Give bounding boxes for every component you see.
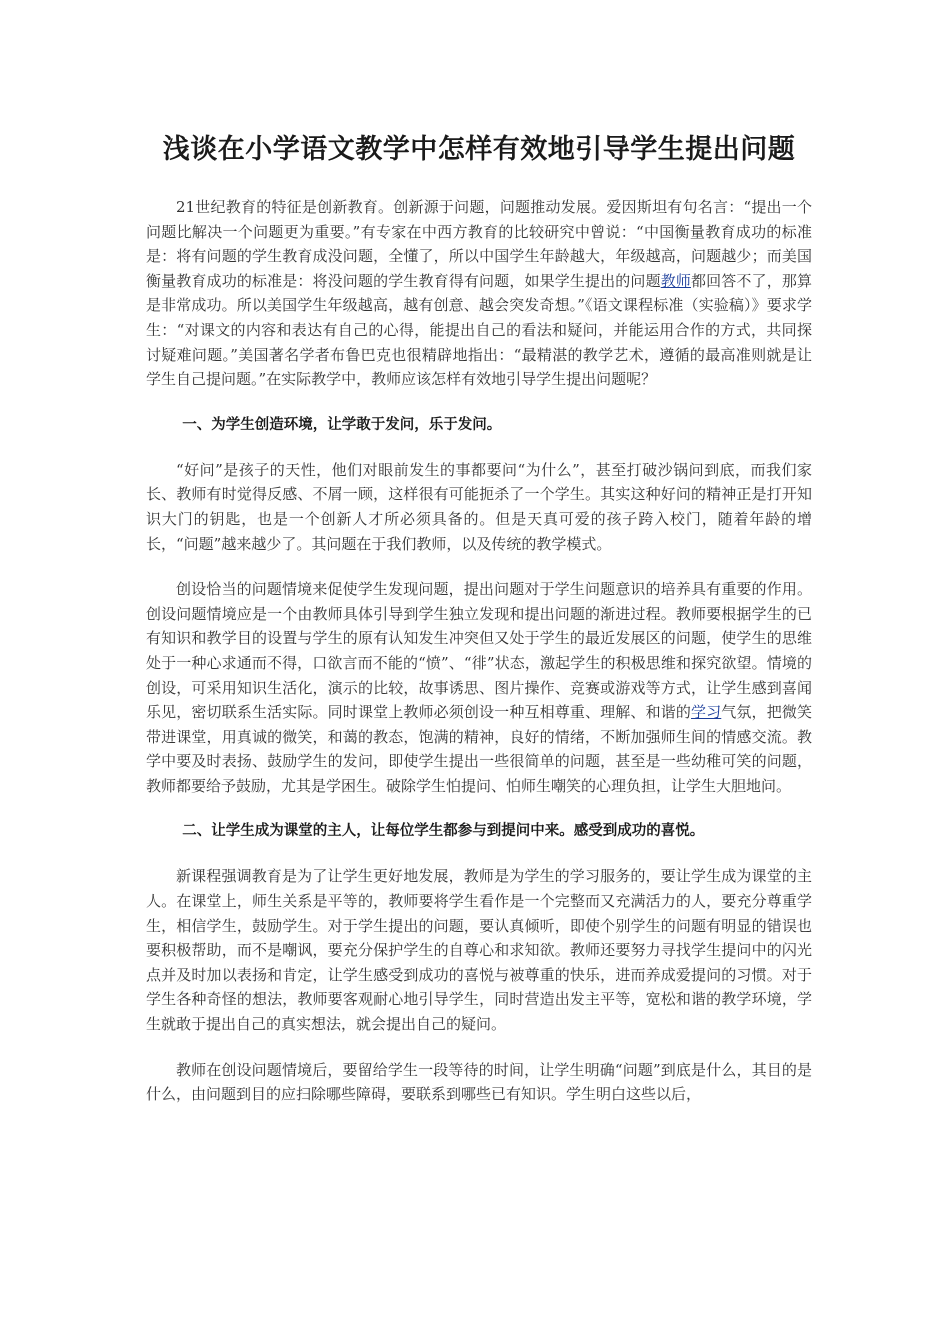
paragraph-text: 气氛，把微笑带进课堂，用真诚的微笑，和蔼的教态，饱满的精神，良好的情绪，不断加强师生间的情感交流。教学中要及时表扬、鼓励学生的发问，即使学生提出一些很简单的问题，甚至是一些幼稚可笑的问题，教师都要给予鼓励，尤其是学困生。破除学生怕提问、怕师生嘲笑的心理负担，让学生大胆地问。 — [146, 703, 812, 795]
paragraph-problem-situation — [146, 577, 812, 798]
spacer — [146, 172, 812, 195]
paragraph-waiting-time: 教师在创设问题情境后，要留给学生一段等待的时间，让学生明确“问题”到底是什么，其目的是什么，由问题到目的应扫除哪些障碍，要联系到哪些已有知识。学生明白这些以后， — [146, 1060, 812, 1104]
section-heading-1: 一、为学生创造环境，让学敢于发问，乐于发问。 — [182, 416, 502, 433]
paragraph-intro — [146, 195, 812, 392]
section-heading-2: 二、让学生成为课堂的主人，让每位学生都参与到提问中来。感受到成功的喜悦。 — [182, 823, 705, 840]
document-page — [146, 128, 812, 1107]
spacer — [146, 1037, 812, 1058]
paragraph-classroom-master: 新课程强调教育是为了让学生更好地发展，教师是为学生的学习服务的，要让学生成为课堂的主人。在课堂上，师生关系是平等的，教师要将学生看作是一个完整而又充满活力的人，要充分尊重学生，相信学生，鼓励学生。对于学生提出的问题，要认真倾听，即使个别学生的问题有明显的错误也要积极帮助，而不是嘲讽，要充分保护学生的自尊心和求知欲。教师还要努力寻找学生提问中的闪光点并及时加以表扬和肯定，让学生感受到成功的喜悦与被尊重的快乐，进而养成爱提问的习惯。对于学生各种奇怪的想法，教师要客观耐心地引导学生，同时营造出发主平等，宽松和谐的教学环境，学生就敢于提出自己的真实想法，就会提出自己的疑问。 — [146, 867, 812, 1034]
paragraph-curiosity: “好问”是孩子的天性，他们对眼前发生的事都要问“为什么”，甚至打破沙锅问到底，而我们家长、教师有时觉得反感、不屑一顾，这样很有可能扼杀了一个学生。其实这种好问的精神正是打开知识大门的钥匙，也是一个创新人才所必须具备的。但是天真可爱的孩子跨入校门，随着年龄的增长，“问题”越来越少了。其问题在于我们教师，以及传统的教学模式。 — [146, 460, 812, 553]
spacer — [146, 843, 812, 864]
document-title: 浅谈在小学语文教学中怎样有效地引导学生提出问题 — [162, 134, 796, 165]
link-study[interactable]: 学习 — [691, 703, 722, 722]
spacer — [146, 437, 812, 458]
paragraph-text: 都回答不了，那算是非常成功。所以美国学生年级越高，越有创意、越会突发奇想。”《语文课程标准（实验稿）》要求学生：“对课文的内容和表达有自己的心得，能提出自己的看法和疑问，并能运用合作的方式，共同探讨疑难问题。”美国著名学者布鲁巴克也很精辟地指出：“最精湛的教学艺术，遵循的最高准则就是让学生自己提问题。”在实际教学中，教师应该怎样有效地引导学生提出问题呢？ — [146, 271, 812, 389]
spacer — [146, 556, 812, 577]
link-teacher[interactable]: 教师 — [660, 271, 691, 290]
paragraph-text: 创设恰当的问题情境来促使学生发现问题，提出问题对于学生问题意识的培养具有重要的作用。创设问题情境应是一个由教师具体引导到学生独立发现和提出问题的渐进过程。教师要根据学生的已有知识和教学目的设置与学生的原有认知发生冲突但又处于学生的最近发展区的问题，使学生的思维处于一种心求通而不得，口欲言而不能的“愤”、“徘”状态，激起学生的积极思维和探究欲望。情境的创设，可采用知识生活化，演示的比较，故事诱思、图片操作、竞赛或游戏等方式，让学生感到喜闻乐见，密切联系生活实际。同时课堂上教师必须创设一种互相尊重、理解、和谐的 — [146, 580, 812, 722]
paragraph-text: 21世纪教育的特征是创新教育。创新源于问题，问题推动发展。爱因斯坦有句名言：“提出一个问题比解决一个问题更为重要。”有专家在中西方教育的比较研究中曾说：“中国衡量教育成功的标准是：将有问题的学生教育成没问题，全懂了，所以中国学生年龄越大，年级越高，问题越少；而美国衡量教育成功的标准是：将没问题的学生教育得有问题，如果学生提出的问题 — [146, 198, 812, 290]
spacer — [146, 798, 812, 819]
spacer — [146, 392, 812, 413]
